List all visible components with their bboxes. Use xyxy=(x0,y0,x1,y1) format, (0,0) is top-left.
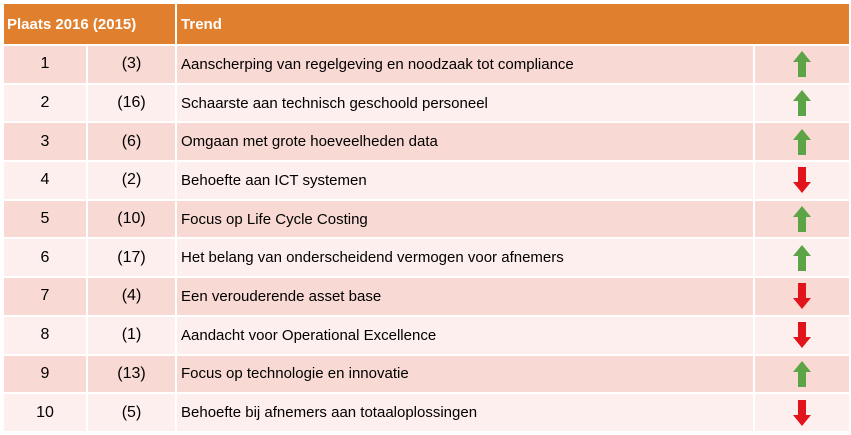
rank-cell: 10 xyxy=(3,393,87,432)
previous-rank-cell: (1) xyxy=(87,316,176,355)
trend-cell: Omgaan met grote hoeveelheden data xyxy=(176,122,754,161)
previous-rank-cell: (10) xyxy=(87,200,176,239)
rank-cell: 2 xyxy=(3,84,87,123)
rank-cell: 5 xyxy=(3,200,87,239)
previous-rank-cell: (6) xyxy=(87,122,176,161)
header-trend: Trend xyxy=(176,3,850,45)
rank-cell: 7 xyxy=(3,277,87,316)
previous-rank-cell: (2) xyxy=(87,161,176,200)
trend-cell: Behoefte bij afnemers aan totaaloplossingen xyxy=(176,393,754,432)
previous-rank-cell: (16) xyxy=(87,84,176,123)
table-row xyxy=(3,122,850,161)
trend-cell: Schaarste aan technisch geschoold personeel xyxy=(176,84,754,123)
trend-cell: Behoefte aan ICT systemen xyxy=(176,161,754,200)
direction-cell xyxy=(754,238,850,277)
previous-rank-cell: (13) xyxy=(87,355,176,394)
header-place: Plaats 2016 (2015) xyxy=(3,3,176,45)
table-row xyxy=(3,238,850,277)
trend-cell: Focus op Life Cycle Costing xyxy=(176,200,754,239)
previous-rank-cell: (17) xyxy=(87,238,176,277)
rank-cell: 9 xyxy=(3,355,87,394)
rank-cell: 1 xyxy=(3,45,87,84)
trend-ranking-table xyxy=(2,2,851,433)
direction-cell xyxy=(754,393,850,432)
rank-cell: 4 xyxy=(3,161,87,200)
rank-cell: 6 xyxy=(3,238,87,277)
previous-rank-cell: (4) xyxy=(87,277,176,316)
direction-cell xyxy=(754,161,850,200)
direction-cell xyxy=(754,45,850,84)
trend-cell: Het belang van onderscheidend vermogen voor afnemers xyxy=(176,238,754,277)
table-row xyxy=(3,277,850,316)
rank-cell: 8 xyxy=(3,316,87,355)
table-row xyxy=(3,84,850,123)
direction-cell xyxy=(754,122,850,161)
trend-cell: Aandacht voor Operational Excellence xyxy=(176,316,754,355)
direction-cell xyxy=(754,355,850,394)
previous-rank-cell: (3) xyxy=(87,45,176,84)
arrow-down-icon xyxy=(793,400,811,426)
arrow-down-icon xyxy=(793,322,811,348)
header-row xyxy=(3,3,850,45)
table-row xyxy=(3,45,850,84)
previous-rank-cell: (5) xyxy=(87,393,176,432)
arrow-down-icon xyxy=(793,283,811,309)
arrow-up-icon xyxy=(793,206,811,232)
arrow-up-icon xyxy=(793,129,811,155)
direction-cell xyxy=(754,84,850,123)
table-row xyxy=(3,200,850,239)
table-body xyxy=(3,45,850,432)
trend-cell: Aanscherping van regelgeving en noodzaak tot compliance xyxy=(176,45,754,84)
table-row xyxy=(3,393,850,432)
arrow-up-icon xyxy=(793,361,811,387)
direction-cell xyxy=(754,277,850,316)
arrow-up-icon xyxy=(793,245,811,271)
arrow-down-icon xyxy=(793,167,811,193)
rank-cell: 3 xyxy=(3,122,87,161)
table-row xyxy=(3,161,850,200)
direction-cell xyxy=(754,200,850,239)
arrow-up-icon xyxy=(793,90,811,116)
table-row xyxy=(3,355,850,394)
trend-cell: Een verouderende asset base xyxy=(176,277,754,316)
table-row xyxy=(3,316,850,355)
arrow-up-icon xyxy=(793,51,811,77)
trend-cell: Focus op technologie en innovatie xyxy=(176,355,754,394)
direction-cell xyxy=(754,316,850,355)
